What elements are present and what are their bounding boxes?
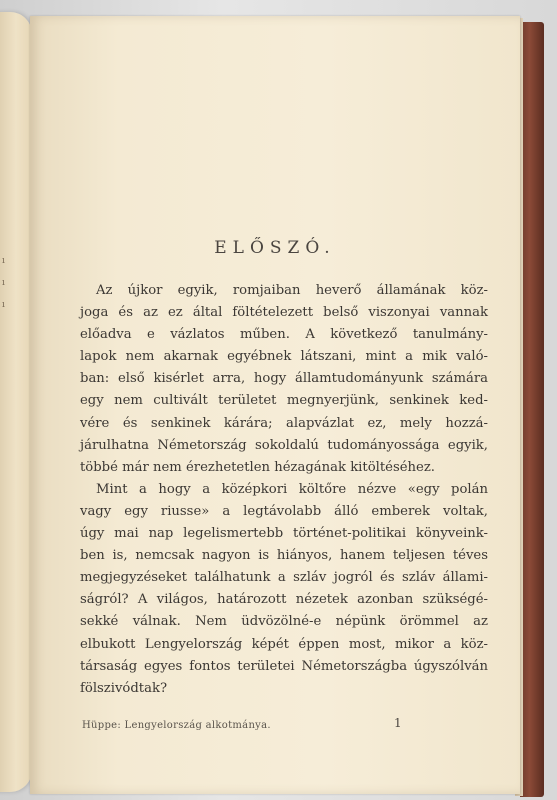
text-line: elbukott Lengyelország képét éppen most, mikor a köz- (80, 636, 488, 652)
facing-page-marks: ı ı ı (2, 256, 5, 310)
text-line: vére és senkinek kárára; alapvázlat ez, mely hozzá- (80, 415, 488, 431)
text-line: sekké válnak. Nem üdvözölné-e népünk örömmel az (80, 614, 488, 630)
text-line: többé már nem érezhetetlen hézagának kitöltéséhez. (80, 459, 435, 475)
text-line: ban: első kisérlet arra, hogy államtudományunk számára (80, 371, 488, 387)
text-line: vagy egy riusse» a legtávolabb álló emberek voltak, (80, 503, 488, 519)
page-number: 1 (394, 716, 402, 730)
footer-note: Hüppe: Lengyelország alkotmánya. (82, 720, 271, 731)
text-line: joga és az ez által föltételezett belső viszonyai vannak (80, 305, 488, 321)
body-text (80, 280, 488, 700)
text-line: lapok nem akarnak egyébnek látszani, mint a mik való- (80, 349, 488, 365)
book-cover-edge (520, 22, 544, 797)
page-heading: ELŐSZÓ. (214, 238, 336, 258)
facing-page (0, 12, 32, 792)
text-line: Az újkor egyik, romjaiban heverő államának köz- (96, 283, 488, 298)
text-line: úgy mai nap legelismertebb történet-politikai könyveink- (80, 526, 488, 542)
text-line: ben is, nemcsak nagyon is hiányos, hanem teljesen téves (80, 548, 488, 564)
text-line: egy nem cultivált területet megnyerjünk, senkinek ked- (80, 393, 488, 409)
text-line: fölszivódtak? (80, 680, 168, 696)
text-line: megjegyzéseket találhatunk a szláv jogról és szláv állami- (80, 570, 488, 586)
book-page (30, 16, 520, 794)
text-line: előadva e vázlatos műben. A következő tanulmány- (80, 327, 488, 343)
text-line: járulhatna Németország sokoldalú tudományossága egyik, (80, 437, 488, 453)
text-line: Mint a hogy a középkori költőre nézve «egy polán (96, 481, 488, 497)
text-line: társaság egyes fontos területei Németországba úgyszólván (80, 658, 488, 674)
paragraph-2 (80, 479, 488, 700)
paragraph-1 (80, 280, 488, 479)
text-line: ságról? A világos, határozott nézetek azonban szükségé- (80, 592, 488, 608)
